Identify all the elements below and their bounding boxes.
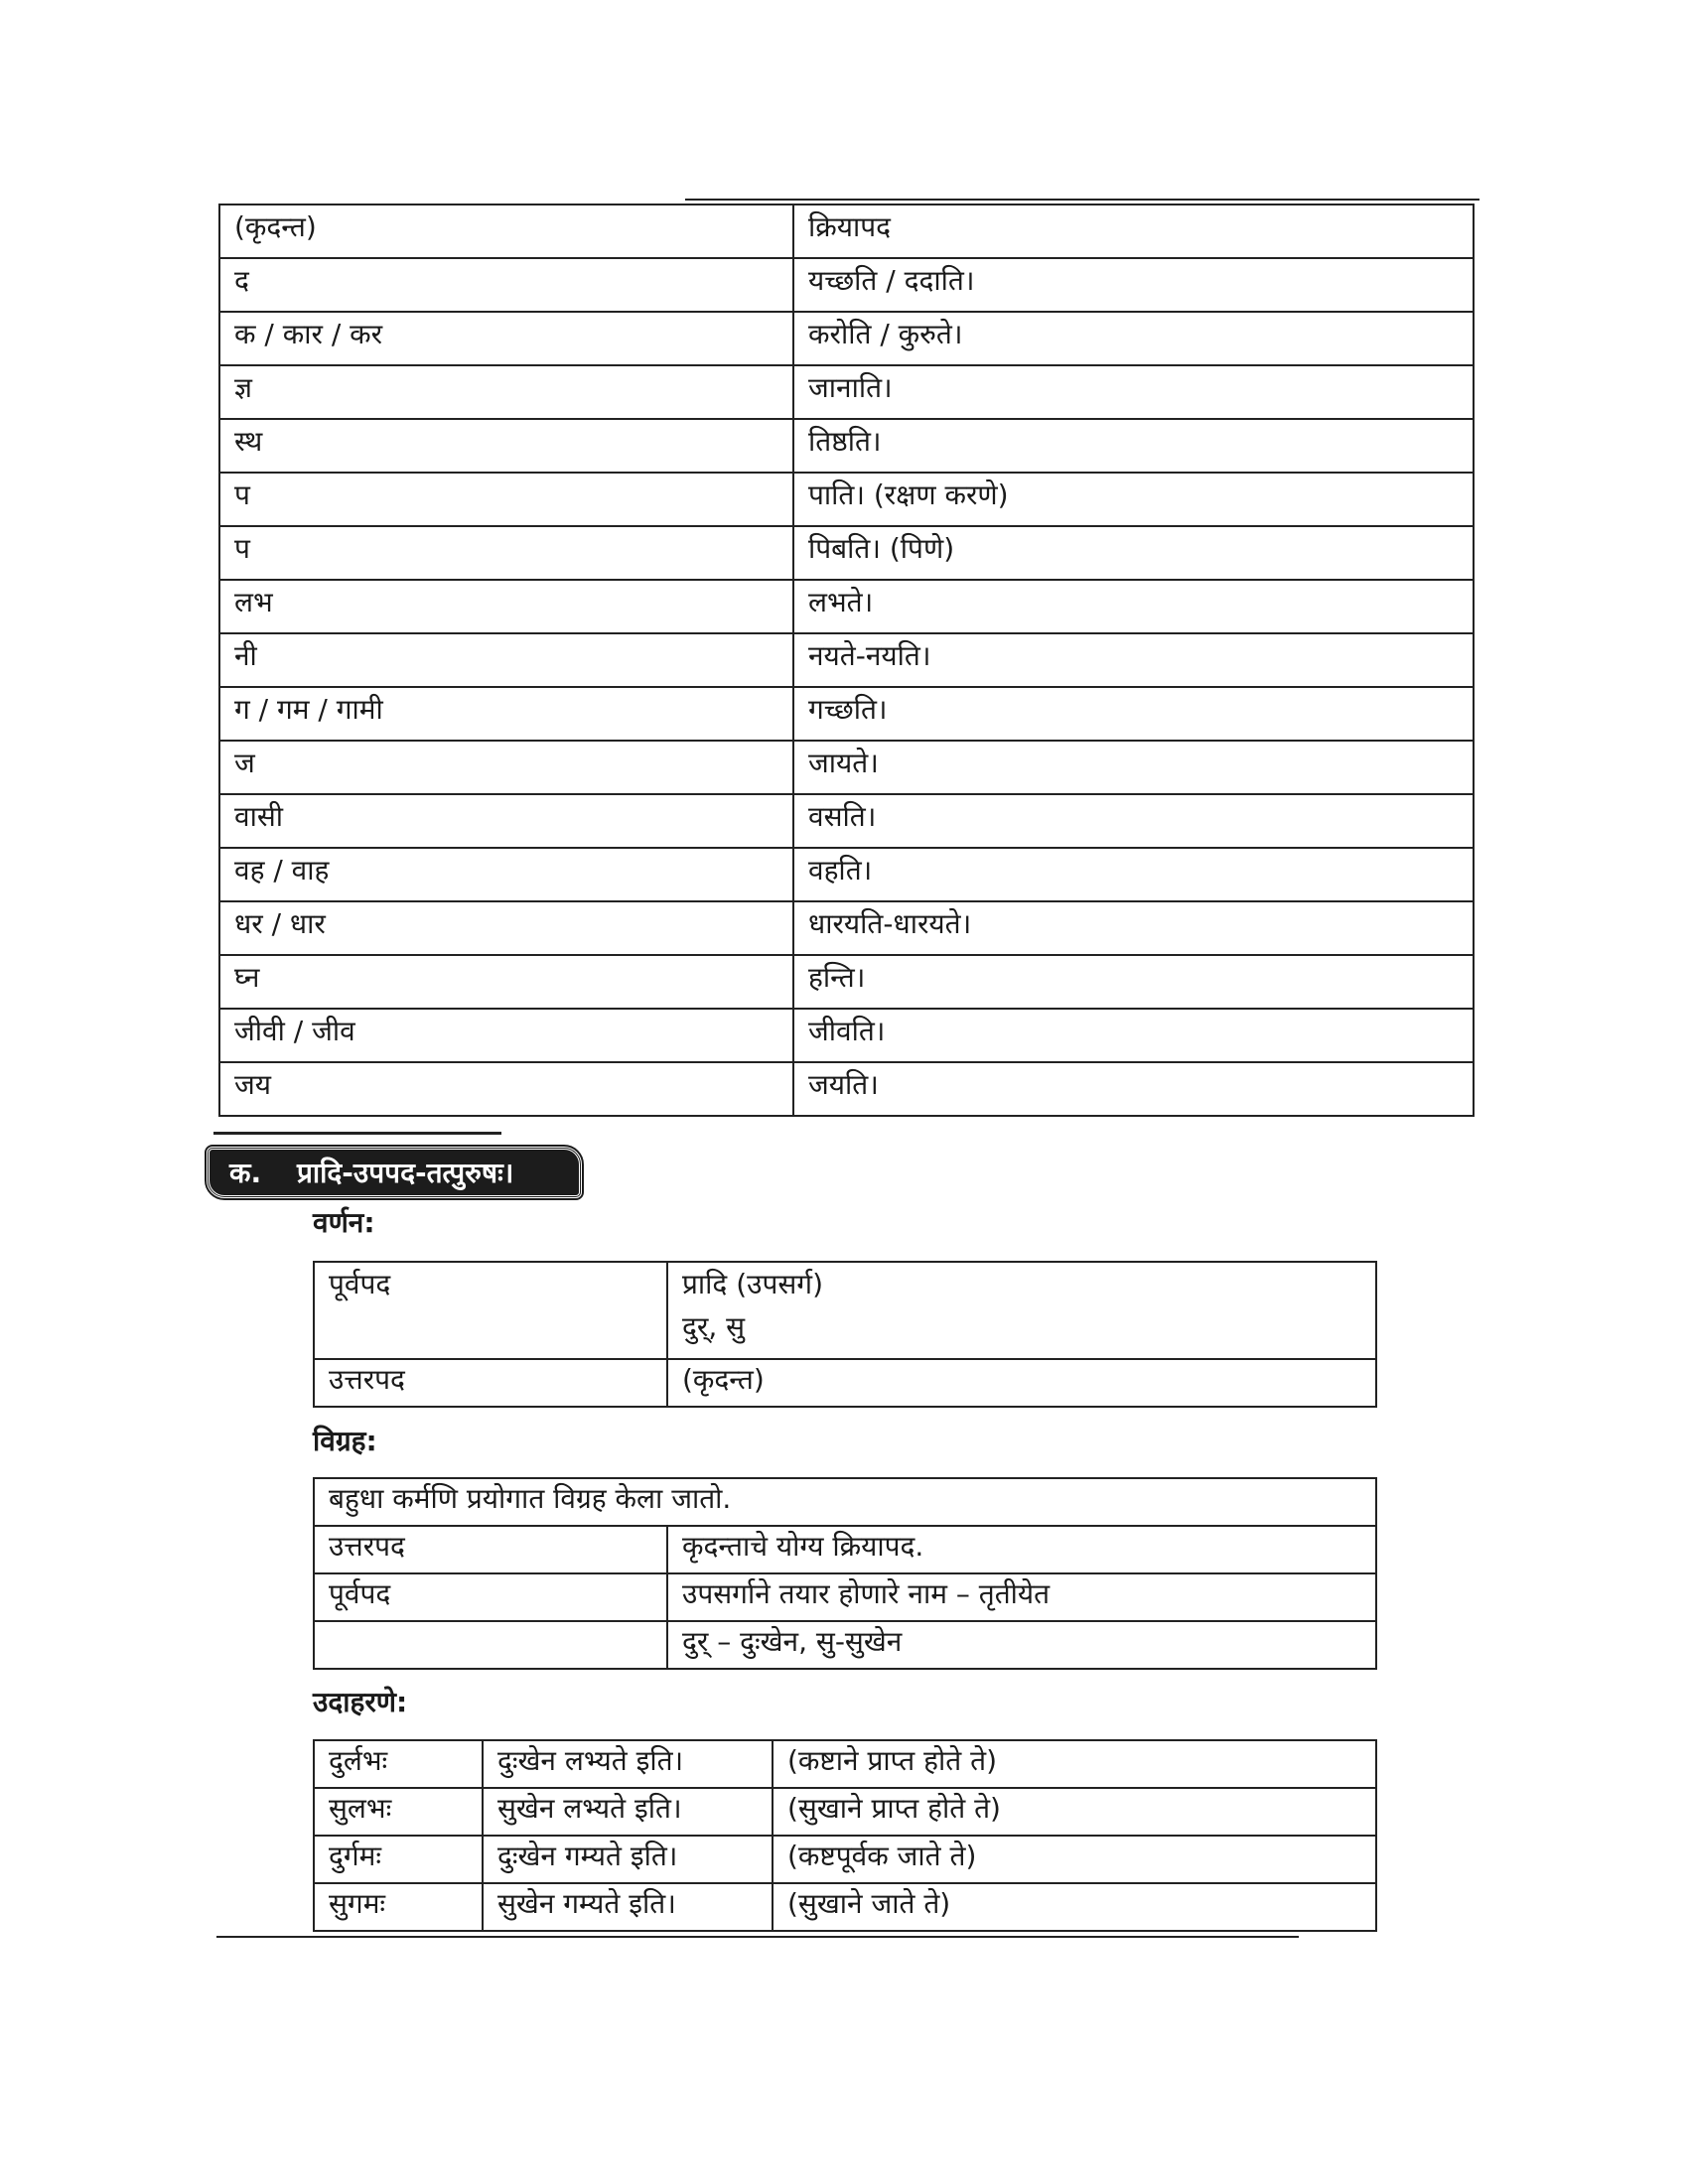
table-row: [219, 633, 1474, 687]
purvapad-line1: प्रादि (उपसर्ग): [682, 1268, 823, 1300]
table-cell: प: [219, 473, 793, 526]
table-cell: ग / गम / गामी: [219, 687, 793, 741]
table-cell: जीवी / जीव: [219, 1009, 793, 1062]
table-row: [219, 741, 1474, 794]
header-kriyapad: क्रियापद: [793, 205, 1474, 258]
vigraha-table: [313, 1477, 1377, 1670]
table-cell: (कष्टाने प्राप्त होते ते): [773, 1740, 1376, 1788]
table-cell: [314, 1621, 667, 1669]
table-cell: यच्छति / ददाति।: [793, 258, 1474, 312]
table-row: [314, 1359, 1376, 1407]
uttarpad-value: (कृदन्त): [667, 1359, 1376, 1407]
uttarpad-label: उत्तरपद: [314, 1359, 667, 1407]
table-row: [219, 901, 1474, 955]
table-cell: लभ: [219, 580, 793, 633]
table-cell: गच्छति।: [793, 687, 1474, 741]
table-cell: जायते।: [793, 741, 1474, 794]
table-row: [314, 1573, 1376, 1621]
table-cell: वहति।: [793, 848, 1474, 901]
table-row: [314, 1836, 1376, 1883]
table-cell: सुखेन गम्यते इति।: [483, 1883, 773, 1931]
table-cell: घ्न: [219, 955, 793, 1009]
table-row: [219, 419, 1474, 473]
table-row: [219, 526, 1474, 580]
table-row: [314, 1788, 1376, 1836]
table-cell: नी: [219, 633, 793, 687]
table-cell: (सुखाने जाते ते): [773, 1883, 1376, 1931]
purvapad-value: [667, 1262, 1376, 1359]
vigraha-note: बहुधा कर्मणि प्रयोगात विग्रह केला जातो.: [314, 1478, 1376, 1526]
section-title: प्रादि-उपपद-तत्पुरुषः।: [297, 1157, 514, 1189]
vigraha-heading: विग्रह:: [313, 1425, 377, 1457]
table-cell: उपसर्गाने तयार होणारे नाम – तृतीयेत: [667, 1573, 1376, 1621]
table-cell: वासी: [219, 794, 793, 848]
table-row: [219, 473, 1474, 526]
examples-table: [313, 1739, 1377, 1932]
table-cell: क / कार / कर: [219, 312, 793, 365]
table-cell: सुलभः: [314, 1788, 483, 1836]
table-cell: जीवति।: [793, 1009, 1474, 1062]
table-cell: धारयति-धारयते।: [793, 901, 1474, 955]
table-cell: पाति। (रक्षण करणे): [793, 473, 1474, 526]
table-row: [219, 848, 1474, 901]
section-label: क.: [229, 1157, 262, 1189]
table-row: [219, 258, 1474, 312]
table-cell: लभते।: [793, 580, 1474, 633]
table-row: [219, 580, 1474, 633]
table-row: [219, 312, 1474, 365]
table-cell: (कष्टपूर्वक जाते ते): [773, 1836, 1376, 1883]
krdanta-kriyapad-table: [218, 204, 1475, 1117]
table-cell: ज्ञ: [219, 365, 793, 419]
table-cell: सुखेन लभ्यते इति।: [483, 1788, 773, 1836]
table-cell: दुःखेन लभ्यते इति।: [483, 1740, 773, 1788]
table-row: [314, 1526, 1376, 1573]
table-header-row: [219, 205, 1474, 258]
purvapad-label: पूर्वपद: [314, 1262, 667, 1359]
table-cell: तिष्ठति।: [793, 419, 1474, 473]
varnan-heading: वर्णन:: [313, 1206, 375, 1239]
table-row: [219, 1062, 1474, 1116]
header-krdanta: (कृदन्त): [219, 205, 793, 258]
table-cell: कृदन्ताचे योग्य क्रियापद.: [667, 1526, 1376, 1573]
table-cell: द: [219, 258, 793, 312]
table-cell: स्थ: [219, 419, 793, 473]
section-heading-banner: [207, 1147, 582, 1198]
table-row: [219, 365, 1474, 419]
table-row: [219, 1009, 1474, 1062]
table-cell: सुगमः: [314, 1883, 483, 1931]
table-cell: प: [219, 526, 793, 580]
table-cell: जानाति।: [793, 365, 1474, 419]
bottom-rule: [216, 1936, 1299, 1938]
table-cell: ज: [219, 741, 793, 794]
table-cell: पूर्वपद: [314, 1573, 667, 1621]
table-cell: धर / धार: [219, 901, 793, 955]
table-row: [219, 794, 1474, 848]
table-cell: करोति / कुरुते।: [793, 312, 1474, 365]
mid-rule: [213, 1132, 501, 1135]
table-row: [314, 1262, 1376, 1359]
table-cell: दुर् – दुःखेन, सु-सुखेन: [667, 1621, 1376, 1669]
table-row: [314, 1478, 1376, 1526]
table-cell: जय: [219, 1062, 793, 1116]
purvapad-line2: दुर्, सु: [682, 1310, 746, 1344]
table-row: [314, 1740, 1376, 1788]
varnan-table: [313, 1261, 1377, 1408]
table-cell: पिबति। (पिणे): [793, 526, 1474, 580]
table-cell: उत्तरपद: [314, 1526, 667, 1573]
table-cell: दुर्गमः: [314, 1836, 483, 1883]
table-row: [314, 1883, 1376, 1931]
top-rule: [685, 199, 1479, 201]
table-cell: दुर्लभः: [314, 1740, 483, 1788]
table-cell: नयते-नयति।: [793, 633, 1474, 687]
table-cell: हन्ति।: [793, 955, 1474, 1009]
table-cell: दुःखेन गम्यते इति।: [483, 1836, 773, 1883]
table-cell: जयति।: [793, 1062, 1474, 1116]
table-row: [314, 1621, 1376, 1669]
table-row: [219, 687, 1474, 741]
table-cell: वह / वाह: [219, 848, 793, 901]
examples-heading: उदाहरणे:: [313, 1686, 408, 1718]
table-cell: (सुखाने प्राप्त होते ते): [773, 1788, 1376, 1836]
table-cell: वसति।: [793, 794, 1474, 848]
table-row: [219, 955, 1474, 1009]
